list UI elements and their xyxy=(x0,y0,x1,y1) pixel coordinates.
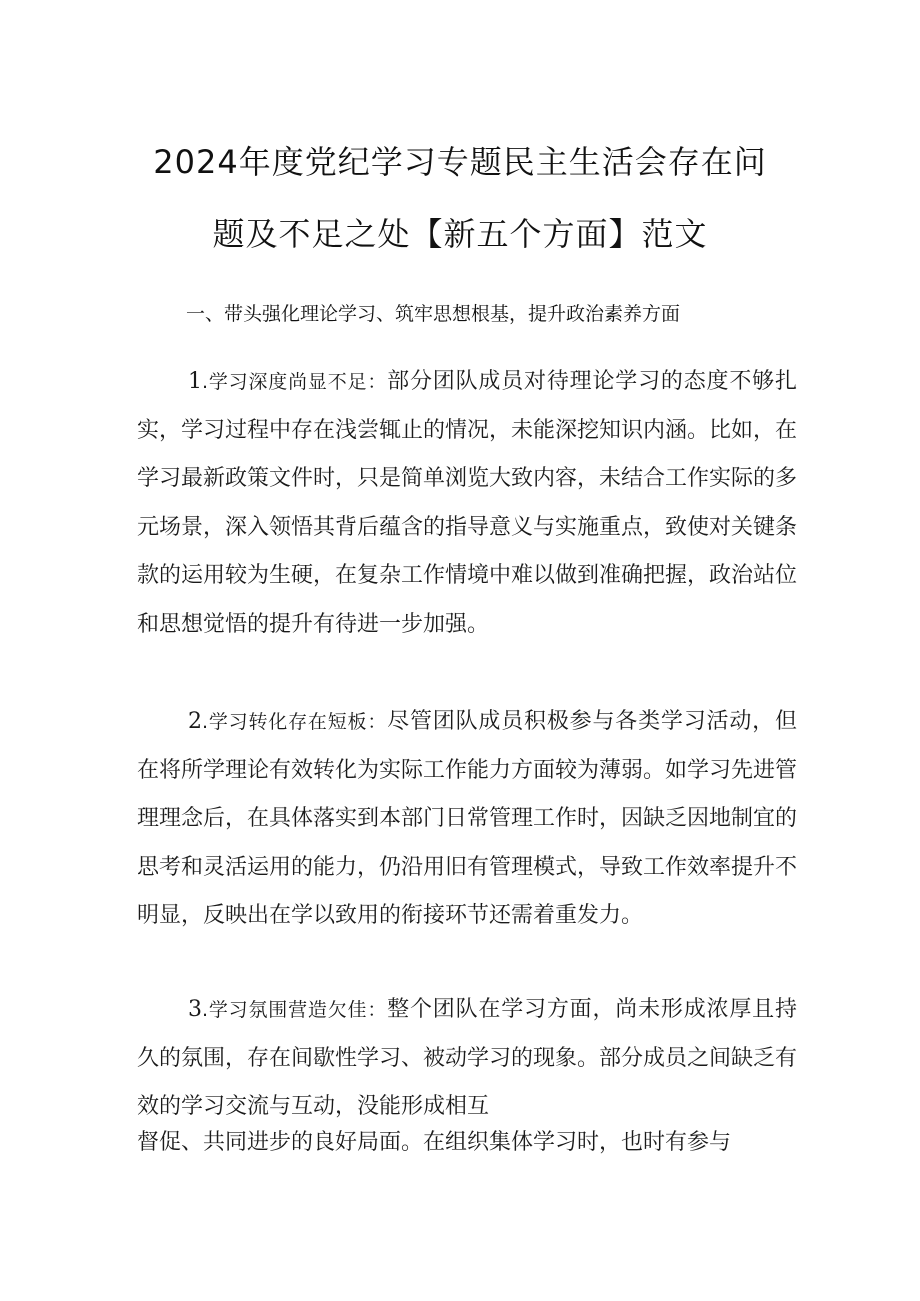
item-paragraph-3 xyxy=(137,986,797,1132)
item-heading: .学习转化存在短板： xyxy=(202,711,388,733)
document-title-line-1: 2024年度党纪学习专题民主生活会存在问 xyxy=(153,143,767,181)
item-number: 1 xyxy=(188,369,202,394)
item-body: 尽管团队成员积极参与各类学习活动，但在将所学理论有效转化为实际工作能力方面较为薄弱。如学习先进管理理念后，在具体落实到本部门日常管理工作时，因缺乏因地制宜的思考和灵活运用的能力，仍沿用旧有管理模式，导致工作效率提升不明显，反映出在学以致用的衔接环节还需着重发力。 xyxy=(137,709,798,928)
item-number: 3 xyxy=(188,997,202,1022)
section-heading: 一、带头强化理论学习、筑牢思想根基，提升政治素养方面 xyxy=(186,303,681,325)
item-paragraph-2 xyxy=(137,698,797,941)
continuation-paragraph: 督促、共同进步的良好局面。在组织集体学习时，也时有参与 xyxy=(137,1130,732,1155)
document-title-line-2: 题及不足之处【新五个方面】范文 xyxy=(212,215,708,253)
item-body: 整个团队在学习方面，尚未形成浓厚且持久的氛围，存在间歇性学习、被动学习的现象。部分成员之间缺乏有效的学习交流与互动，没能形成相互 xyxy=(137,997,798,1119)
item-heading: .学习氛围营造欠佳： xyxy=(202,999,388,1021)
item-number: 2 xyxy=(188,709,202,734)
item-body: 部分团队成员对待理论学习的态度不够扎实，学习过程中存在浅尝辄止的情况，未能深挖知识内涵。比如，在学习最新政策文件时，只是简单浏览大致内容，未结合工作实际的多元场景，深入领悟其背后蕴含的指导意义与实施重点，致使对关键条款的运用较为生硬，在复杂工作情境中难以做到准确把握，政治站位和思想觉悟的提升有待进一步加强。 xyxy=(137,369,798,637)
item-paragraph-1 xyxy=(137,358,797,649)
item-heading: .学习深度尚显不足： xyxy=(202,371,388,393)
